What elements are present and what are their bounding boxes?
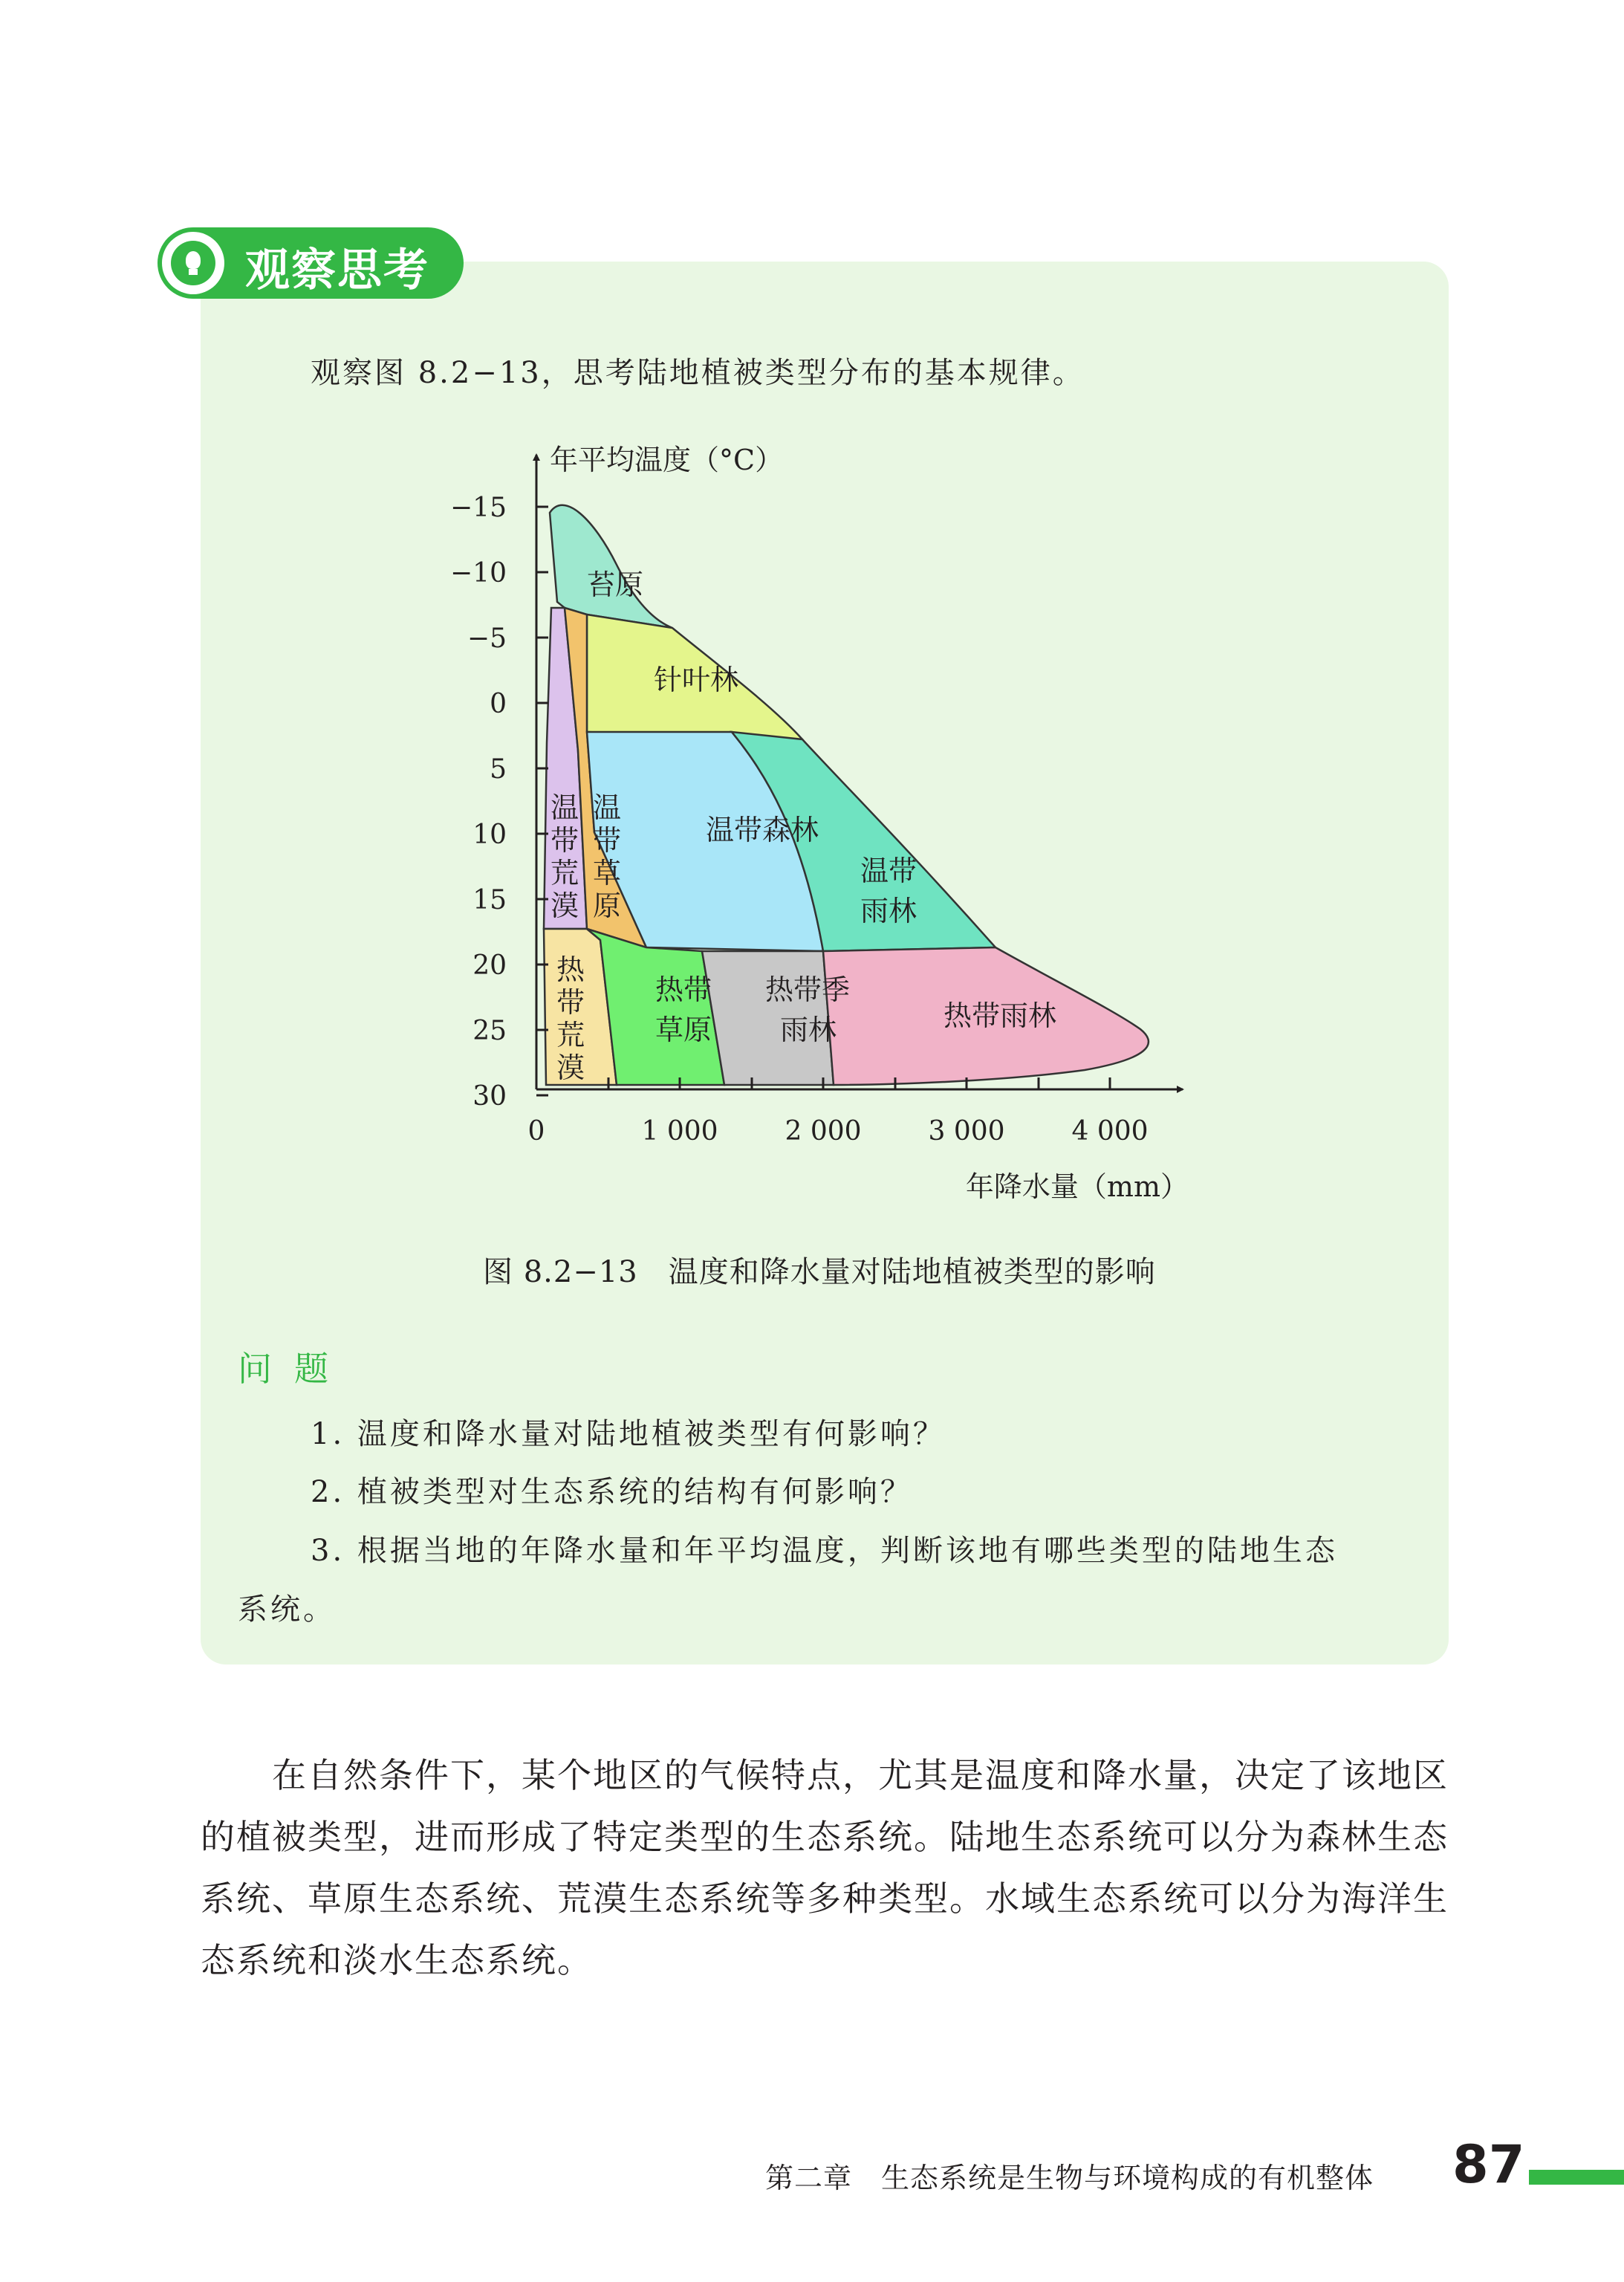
y-tick-label: 30 [472, 1081, 507, 1112]
region-label: 热带荒漠 [556, 953, 585, 1084]
y-tick-label: 15 [472, 885, 507, 915]
lightbulb-icon [162, 232, 224, 294]
region-label: 温带雨林 [860, 855, 917, 927]
question-3: 3. 根据当地的年降水量和年平均温度，判断该地有哪些类型的陆地生态 [311, 1534, 1338, 1568]
intro-text: 观察图 8.2−13，思考陆地植被类型分布的基本规律。 [311, 356, 1085, 390]
questions-heading: 问题 [238, 1349, 351, 1389]
x-tick-label: 1 000 [641, 1116, 718, 1147]
section-title: 观察思考 [245, 244, 429, 296]
question-2: 2. 植被类型对生态系统的结构有何影响？ [311, 1475, 913, 1509]
page-number: 87 [1452, 2134, 1525, 2195]
question-3-continued: 系统。 [238, 1592, 336, 1627]
page-accent-bar [1529, 2170, 1624, 2185]
section-tag [157, 227, 464, 299]
y-tick-label: −5 [467, 623, 507, 654]
region-label: 苔原 [587, 568, 644, 601]
y-tick-label: 10 [472, 820, 507, 850]
y-tick-label: 5 [490, 754, 507, 785]
chapter-footer: 第二章 生态系统是生物与环境构成的有机整体 [765, 2162, 1374, 2194]
y-axis-label: 年平均温度（°C） [550, 444, 784, 476]
x-tick-label: 4 000 [1071, 1116, 1149, 1147]
question-1: 1. 温度和降水量对陆地植被类型有何影响？ [311, 1417, 946, 1451]
region-label: 热带雨林 [943, 999, 1057, 1032]
figure-caption: 图 8.2−13 温度和降水量对陆地植被类型的影响 [483, 1255, 1156, 1289]
y-tick-label: 0 [490, 689, 507, 719]
body-text [201, 1745, 1456, 1991]
vegetation-chart [0, 416, 1624, 1234]
region-label: 热带草原 [655, 973, 712, 1046]
body-paragraph: 在自然条件下，某个地区的气候特点，尤其是温度和降水量，决定了该地区的植被类型，进而形成了特定类型的生态系统。陆地生态系统可以分为森林生态系统、草原生态系统、荒漠生态系统等多种类型。水域生态系统可以分为海洋生态系统和淡水生态系统。 [201, 1755, 1449, 1980]
y-tick-label: 25 [472, 1016, 507, 1046]
x-tick-label: 2 000 [785, 1116, 862, 1147]
region-label: 温带森林 [706, 814, 819, 846]
x-tick-label: 0 [527, 1116, 545, 1147]
region-label: 热带季雨林 [765, 973, 851, 1046]
y-tick-label: −15 [450, 493, 507, 523]
region-label: 针叶林 [654, 664, 739, 696]
y-tick-label: 20 [472, 950, 507, 981]
region-label: 温带荒漠 [550, 791, 579, 922]
y-tick-label: −10 [450, 558, 507, 589]
x-axis-label: 年降水量（mm） [965, 1170, 1189, 1203]
x-tick-label: 3 000 [928, 1116, 1005, 1147]
region-label: 温带草原 [592, 791, 622, 922]
